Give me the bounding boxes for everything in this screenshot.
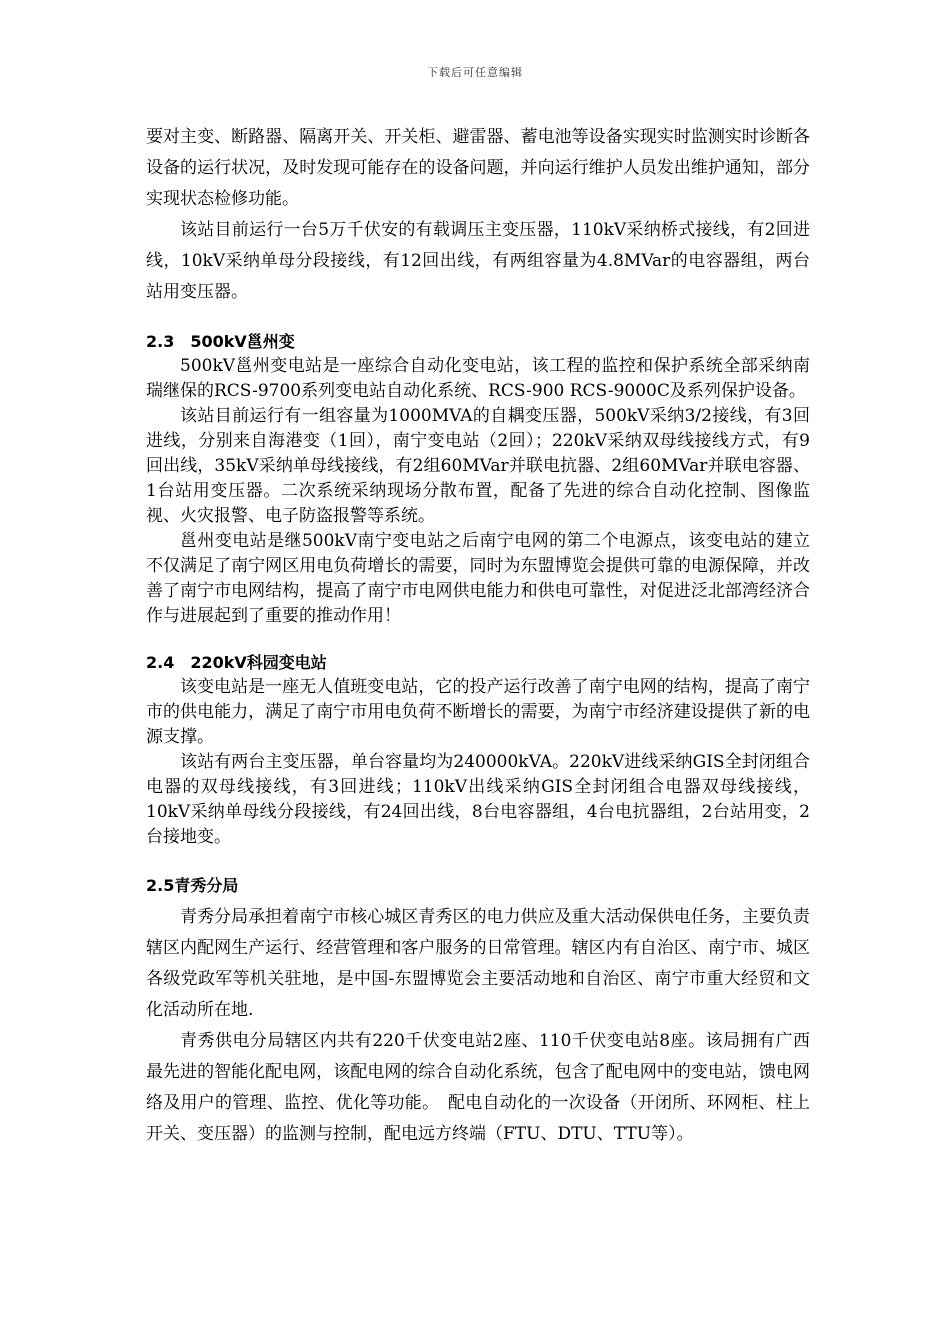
paragraph: 青秀分局承担着南宁市核心城区青秀区的电力供应及重大活动保供电任务，主要负责辖区内配网生产运行、经营管理和客户服务的日常管理。辖区内有自治区、南宁市、城区各级党政军等机关驻地，是中国-东盟博览会主要活动地和自治区、南宁市重大经贸和文化活动所在地. (146, 907, 810, 1020)
paragraph: 该站目前运行有一组容量为1000MVA的自耦变压器，500kV采纳3/2接线，有3回进线，分别来自海港变（1回），南宁变电站（2回）；220kV采纳双母线接线方式，有9回出线，35kV采纳单母线接线，有2组60MVar并联电抗器、2组60MVar并联电容器、1台站用变压器。二次系统采纳现场分散布置，配备了先进的综合自动化控制、图像监视、火灾报警、电子防盗报警等系统。 (146, 406, 810, 526)
section-heading: 2.3 500kV邕州变 (146, 332, 295, 351)
section-2-3 (146, 330, 810, 629)
paragraph: 500kV邕州变电站是一座综合自动化变电站，该工程的监控和保护系统全部采纳南瑞继保的RCS-9700系列变电站自动化系统、RCS-900 RCS-9000C及系列保护设备。 (146, 356, 810, 401)
section-2-5 (146, 874, 810, 1150)
paragraph: 邕州变电站是继500kV南宁变电站之后南宁电网的第二个电源点，该变电站的建立不仅满足了南宁网区用电负荷增长的需要，同时为东盟博览会提供可靠的电源保障，并改善了南宁市电网结构，提高了南宁市电网供电能力和供电可靠性，对促进泛北部湾经济合作与进展起到了重要的推动作用！ (146, 531, 810, 626)
paragraph: 该站目前运行一台5万千伏安的有载调压主变压器，110kV采纳桥式接线，有2回进线，10kV采纳单母分段接线，有12回出线，有两组容量为4.8MVar的电容器组，两台站用变压器。 (146, 220, 810, 302)
paragraph: 该站有两台主变压器，单台容量均为240000kVA。220kV进线采纳GIS全封闭组合电器的双母线接线，有3回进线；110kV出线采纳GIS全封闭组合电器双母线接线，10kV采纳单母线分段接线，有24回出线，8台电容器组，4台电抗器组，2台站用变，2台接地变。 (146, 752, 810, 847)
section-heading: 2.5青秀分局 (146, 876, 239, 895)
paragraph: 该变电站是一座无人值班变电站，它的投产运行改善了南宁电网的结构，提高了南宁市的供电能力，满足了南宁市用电负荷不断增长的需要，为南宁市经济建设提供了新的电源支撑。 (146, 677, 810, 747)
page-header: 下载后可任意编辑 (427, 66, 523, 79)
section-2-4 (146, 651, 810, 850)
document-body (146, 122, 810, 1150)
intro-block (146, 122, 810, 308)
paragraph: 青秀供电分局辖区内共有220千伏变电站2座、110千伏变电站8座。该局拥有广西最先进的智能化配电网，该配电网的综合自动化系统，包含了配电网中的变电站，馈电网络及用户的管理、监控、优化等功能。 配电自动化的一次设备（开闭所、环网柜、柱上开关、变压器）的监测与控制，配电远方终端（FTU、DTU、TTU等）。 (146, 1031, 810, 1144)
section-heading: 2.4 220kV科园变电站 (146, 653, 327, 672)
paragraph: 要对主变、断路器、隔离开关、开关柜、避雷器、蓄电池等设备实现实时监测实时诊断各设备的运行状况，及时发现可能存在的设备问题，并向运行维护人员发出维护通知，部分实现状态检修功能。 (146, 127, 810, 209)
